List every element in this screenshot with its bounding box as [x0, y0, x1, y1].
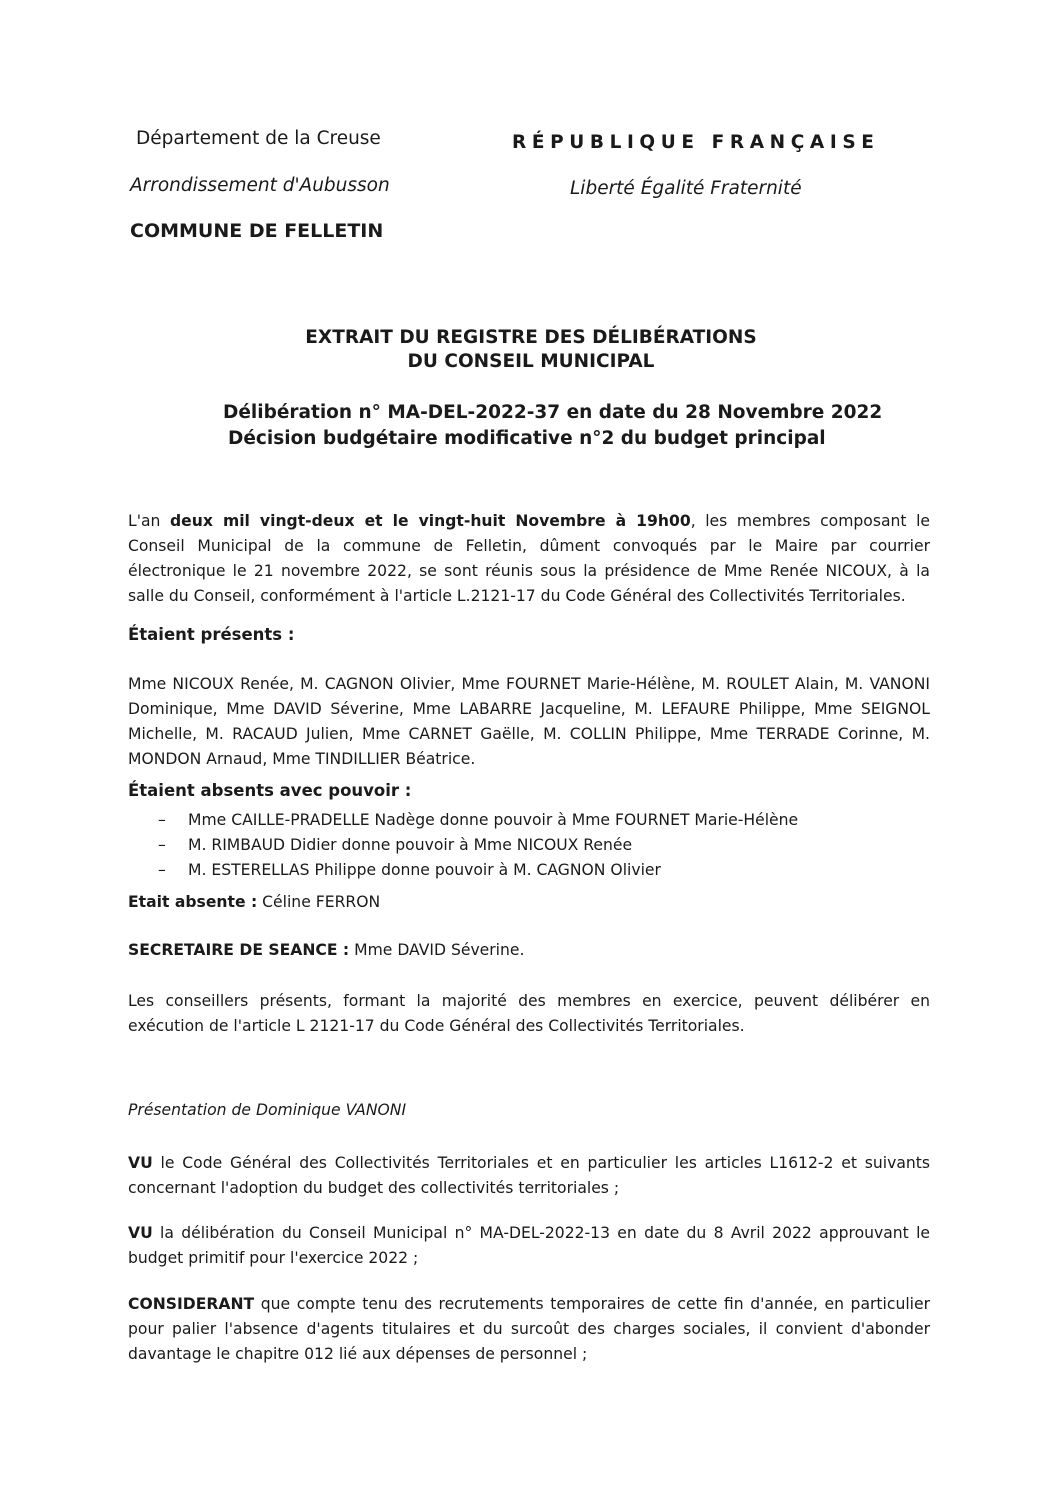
secretary-line	[128, 941, 524, 959]
decision-title: Décision budgétaire modificative n°2 du budget principal	[228, 428, 826, 449]
list-dash: –	[158, 811, 166, 829]
present-heading: Étaient présents :	[128, 625, 295, 644]
motto-label: Liberté Égalité Fraternité	[570, 178, 802, 199]
absent-line	[128, 893, 380, 911]
list-item	[150, 858, 798, 883]
absent-label: Etait absente :	[128, 893, 258, 911]
intro-paragraph	[128, 509, 930, 609]
intro-prefix: L'an	[128, 512, 170, 530]
list-item	[150, 808, 798, 833]
title-line-1: EXTRAIT DU REGISTRE DES DÉLIBÉRATIONS	[305, 327, 757, 348]
vu2-text: la délibération du Conseil Municipal n° MA-DEL-2022-13 en date du 8 Avril 2022 approuvant le budget primitif pour l'exercice 2022 ;	[128, 1224, 930, 1267]
list-dash: –	[158, 861, 166, 879]
republic-label: RÉPUBLIQUE FRANÇAISE	[512, 132, 880, 153]
absent-proxy-heading: Étaient absents avec pouvoir :	[128, 781, 412, 800]
present-names: Mme NICOUX Renée, M. CAGNON Olivier, Mme FOURNET Marie-Hélène, M. ROULET Alain, M. VANONI Dominique, Mme DAVID Séverine, Mme LABARRE Jacqueline, M. LEFAURE Philippe, Mme SEIGNOL Michelle, M. RACAUD Julien, Mme CARNET Gaëlle, M. COLLIN Philippe, Mme TERRADE Corinne, M. MONDON Arnaud, Mme TINDILLIER Béatrice.	[128, 675, 930, 768]
vu2-paragraph	[128, 1221, 930, 1271]
vu1-paragraph	[128, 1151, 930, 1201]
considerant-text: que compte tenu des recrutements temporaires de cette fin d'année, en particulier pour palier l'absence d'agents titulaires et du surcoût des charges sociales, il convient d'abonder davantage le chapitre 012 lié aux dépenses de personnel ;	[128, 1295, 930, 1363]
considerant-paragraph	[128, 1292, 930, 1367]
arrondissement-label: Arrondissement d'Aubusson	[130, 175, 390, 196]
title-line-2: DU CONSEIL MUNICIPAL	[407, 351, 655, 372]
list-dash: –	[158, 836, 166, 854]
vu1-label: VU	[128, 1154, 153, 1172]
presentation-line: Présentation de Dominique VANONI	[128, 1101, 407, 1119]
secretary-label: SECRETAIRE DE SEANCE :	[128, 941, 350, 959]
list-item-text: Mme CAILLE-PRADELLE Nadège donne pouvoir à Mme FOURNET Marie-Hélène	[188, 811, 799, 829]
commune-label: COMMUNE DE FELLETIN	[130, 220, 384, 242]
absent-value: Céline FERRON	[257, 893, 381, 911]
secretary-value: Mme DAVID Séverine.	[349, 941, 525, 959]
deliberation-number: Délibération n° MA-DEL-2022-37 en date du 28 Novembre 2022	[223, 402, 883, 423]
document-title	[0, 326, 1058, 374]
absent-proxy-list	[150, 808, 798, 883]
list-item-text: M. RIMBAUD Didier donne pouvoir à Mme NICOUX Renée	[188, 836, 633, 854]
vu2-label: VU	[128, 1224, 153, 1242]
department-label: Département de la Creuse	[136, 128, 381, 149]
vu1-text: le Code Général des Collectivités Territoriales et en particulier les articles L1612-2 et suivants concernant l'adoption du budget des collectivités territoriales ;	[128, 1154, 930, 1197]
list-item-text: M. ESTERELLAS Philippe donne pouvoir à M. CAGNON Olivier	[188, 861, 661, 879]
considerant-label: CONSIDERANT	[128, 1295, 255, 1313]
quorum-paragraph: Les conseillers présents, formant la majorité des membres en exercice, peuvent délibérer en exécution de l'article L 2121-17 du Code Général des Collectivités Territoriales.	[128, 992, 930, 1035]
intro-rest: , les membres composant le Conseil Municipal de la commune de Felletin, dûment convoqués par le Maire par courrier électronique le 21 novembre 2022, se sont réunis sous la présidence de Mme Renée NICOUX, à la salle du Conseil, conformément à l'article L.2121-17 du Code Général des Collectivités Territoriales.	[128, 512, 931, 605]
intro-date: deux mil vingt-deux et le vingt-huit Novembre à 19h00	[170, 512, 691, 530]
list-item	[150, 833, 798, 858]
